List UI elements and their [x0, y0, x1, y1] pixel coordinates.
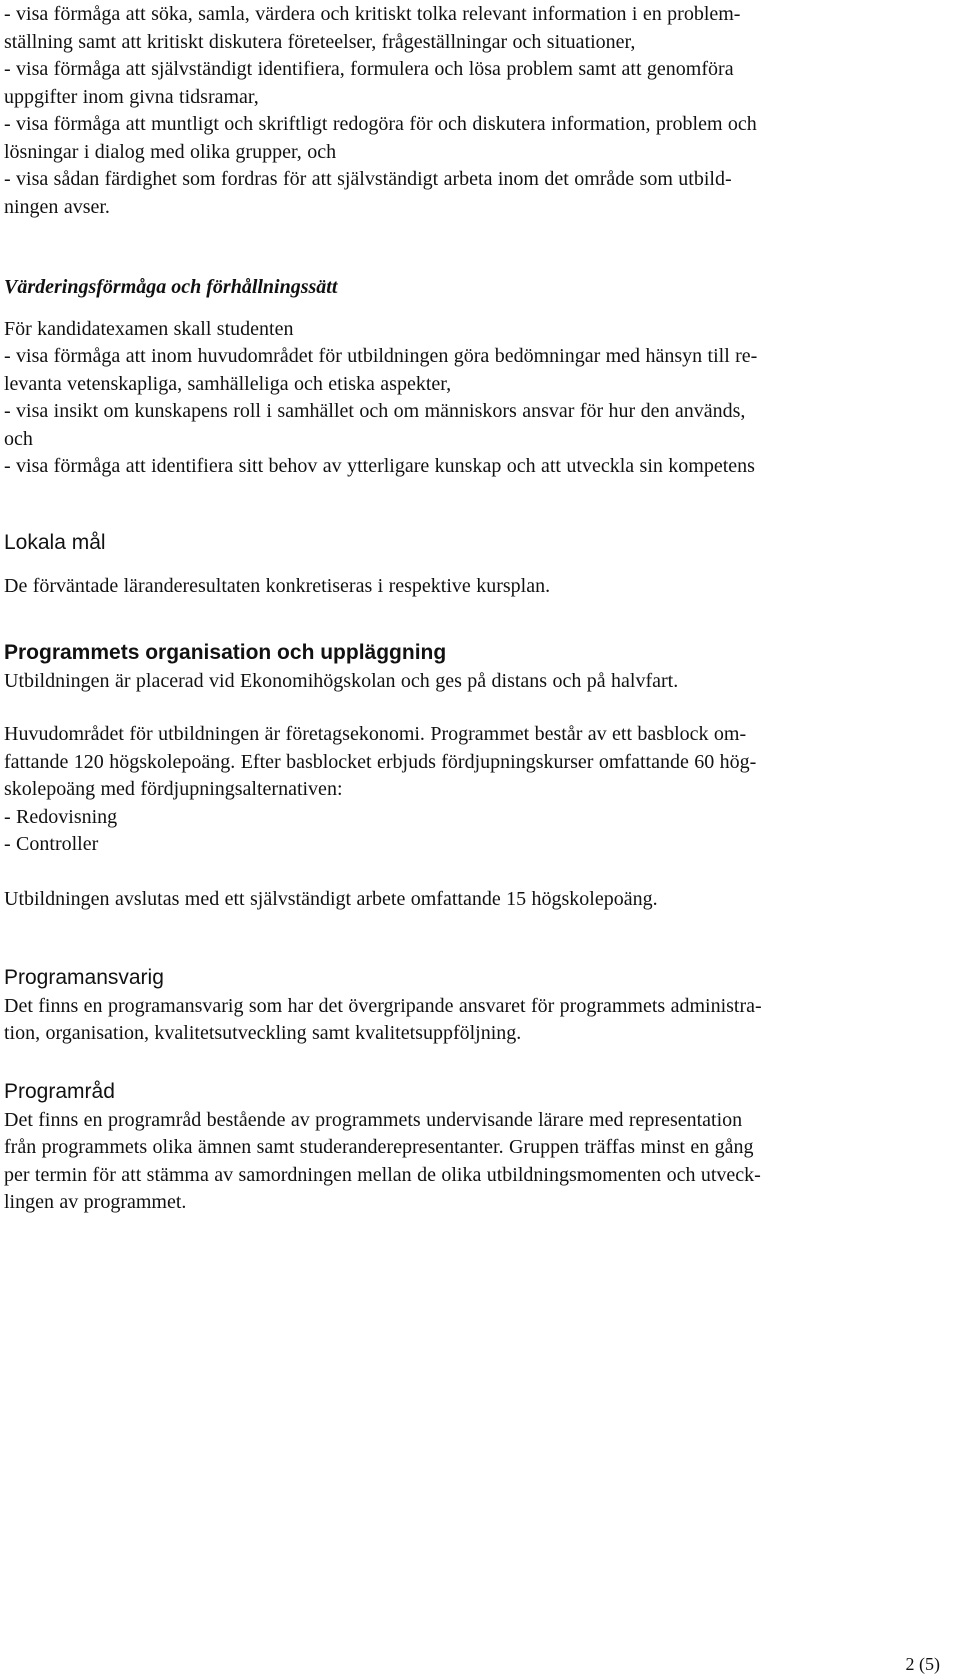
text-line: fattande 120 högskolepoäng. Efter basblocket erbjuds fördjupningskurser omfattande 60 hög-	[4, 750, 757, 773]
section-heading-valuing: Värderingsförmåga och förhållningssätt	[4, 276, 338, 298]
text-line: tion, organisation, kvalitetsutveckling samt kvalitetsuppföljning.	[4, 1022, 522, 1044]
text-line: - visa insikt om kunskapens roll i samhället och om människors ansvar för hur den används,	[4, 400, 746, 422]
section-heading-local-goals: Lokala mål	[4, 531, 106, 554]
text-line: - Controller	[4, 833, 99, 855]
text-line: från programmets olika ämnen samt studeranderepresentanter. Gruppen träffas minst en gång	[4, 1136, 754, 1158]
text-line: För kandidatexamen skall studenten	[4, 317, 294, 340]
program-council-section	[4, 1078, 761, 1217]
organisation-section	[4, 639, 756, 913]
text-line: levanta vetenskapliga, samhälleliga och etiska aspekter,	[4, 372, 452, 395]
text-line: och	[4, 427, 33, 450]
local-goals-section	[4, 529, 550, 600]
intro-paragraph	[4, 1, 757, 221]
section-heading-organisation: Programmets organisation och uppläggning	[4, 641, 447, 664]
text-line: - visa förmåga att självständigt identifiera, formulera och lösa problem samt att genomföra	[4, 58, 734, 80]
text-line: uppgifter inom givna tidsramar,	[4, 85, 259, 108]
text-line: lingen av programmet.	[4, 1191, 187, 1213]
text-line: - visa förmåga att identifiera sitt behov av ytterligare kunskap och att utveckla sin kompetens	[4, 455, 755, 477]
program-manager-section	[4, 964, 762, 1048]
text-line: Utbildningen avslutas med ett självständigt arbete omfattande 15 högskolepoäng.	[4, 887, 658, 910]
text-line: per termin för att stämma av samordningen mellan de olika utbildningsmomenten och utveck-	[4, 1163, 761, 1186]
page-number: 2 (5)	[905, 1654, 940, 1674]
text-line: skolepoäng med fördjupningsalternativen:	[4, 778, 343, 800]
organisation-paragraph-1	[4, 668, 756, 696]
valuing-paragraph	[4, 316, 757, 481]
text-line: - visa sådan färdighet som fordras för att självständigt arbeta inom det område som utbild-	[4, 168, 732, 190]
text-line: De förväntade läranderesultaten konkretiseras i respektive kursplan.	[4, 574, 551, 597]
text-line: - visa förmåga att muntligt och skriftligt redogöra för och diskutera information, problem och	[4, 113, 757, 135]
text-line: - visa förmåga att inom huvudområdet för utbildningen göra bedömningar med hänsyn till re-	[4, 345, 758, 367]
program-manager-paragraph	[4, 993, 762, 1048]
text-line: Det finns en programråd bestående av programmets undervisande lärare med representation	[4, 1108, 743, 1131]
text-line: ningen avser.	[4, 195, 110, 218]
valuing-section	[4, 274, 757, 481]
section-heading-program-manager: Programansvarig	[4, 966, 164, 989]
section-heading-program-council: Programråd	[4, 1080, 115, 1103]
text-line: - visa förmåga att söka, samla, värdera och kritiskt tolka relevant information i en problem-	[4, 3, 741, 25]
text-line: - Redovisning	[4, 805, 118, 828]
text-line: Huvudområdet för utbildningen är företagsekonomi. Programmet består av ett basblock om-	[4, 723, 747, 745]
text-line: ställning samt att kritiskt diskutera företeelser, frågeställningar och situationer,	[4, 30, 636, 53]
text-line: Utbildningen är placerad vid Ekonomihögskolan och ges på distans och på halvfart.	[4, 669, 679, 692]
local-goals-paragraph	[4, 573, 550, 601]
intro-skills-list	[4, 1, 757, 221]
organisation-paragraph-3	[4, 886, 756, 914]
program-council-paragraph	[4, 1107, 761, 1217]
text-line: Det finns en programansvarig som har det övergripande ansvaret för programmets administra-	[4, 994, 762, 1017]
organisation-paragraph-2	[4, 721, 756, 859]
text-line: lösningar i dialog med olika grupper, och	[4, 140, 337, 163]
